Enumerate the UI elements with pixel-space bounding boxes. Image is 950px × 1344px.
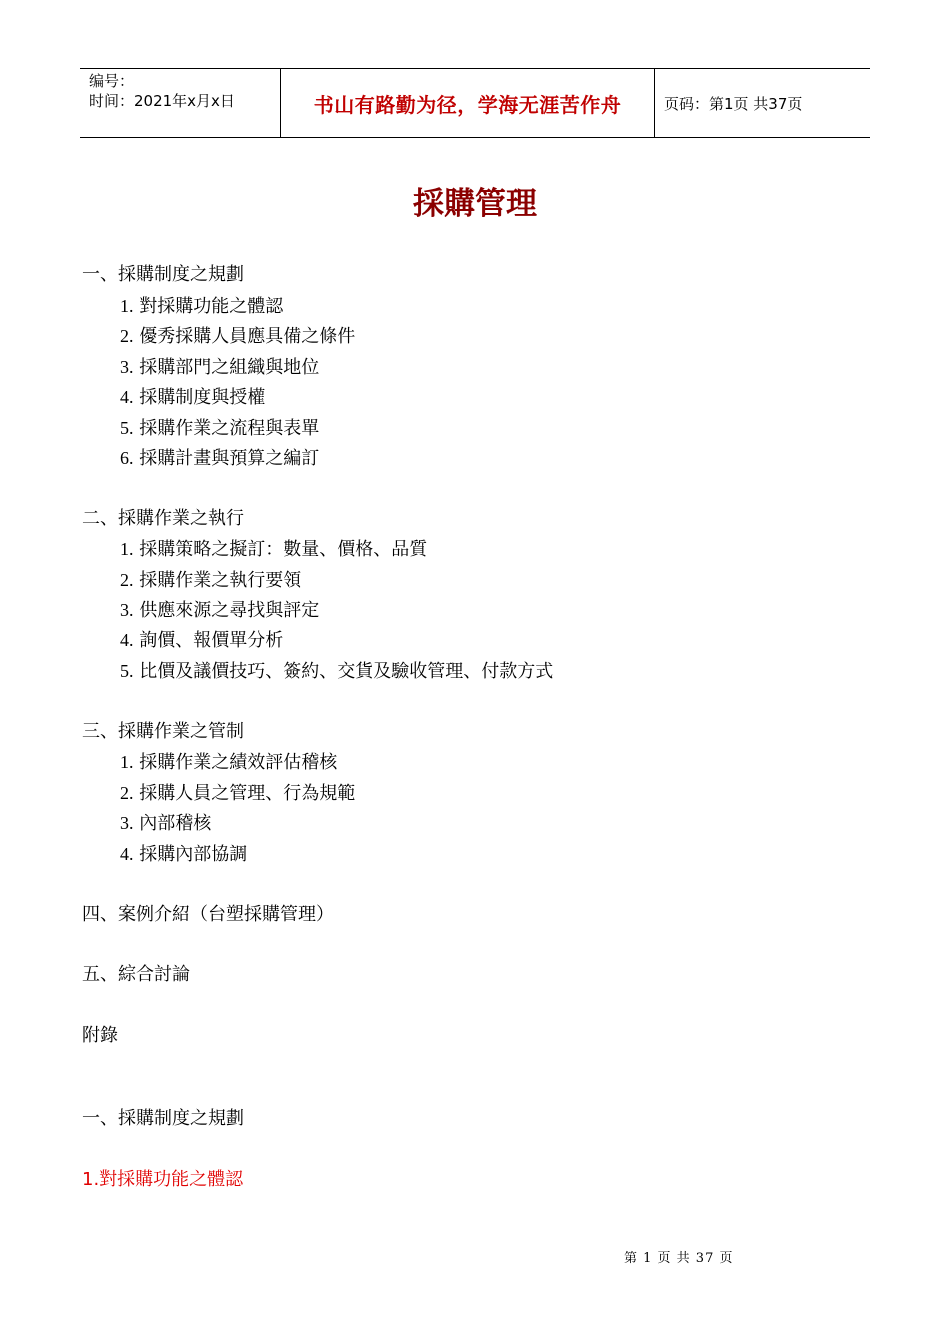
body-subheading: 1.對採購功能之體認 xyxy=(82,1169,244,1190)
section-heading-5: 五、綜合討論 xyxy=(82,964,190,985)
page-footer: 第 1 页 共 37 页 xyxy=(624,1251,734,1266)
number-label: 编号： xyxy=(89,72,135,90)
time-label: 时间：2021年x月x日 xyxy=(89,92,235,110)
toc-item: 5. 比價及議價技巧、簽約、交貨及驗收管理、付款方式 xyxy=(120,661,554,682)
toc-item: 4. 採購內部協調 xyxy=(120,844,248,865)
document-header xyxy=(80,68,870,138)
toc-item: 1. 採購作業之績效評估稽核 xyxy=(120,752,338,773)
section-heading-2: 二、採購作業之執行 xyxy=(82,508,244,529)
toc-item: 2. 優秀採購人員應具備之條件 xyxy=(120,326,356,347)
toc-item: 1. 對採購功能之體認 xyxy=(120,296,284,317)
body-section-heading: 一、採購制度之規劃 xyxy=(82,1108,244,1129)
header-motto-cell xyxy=(281,69,655,137)
toc-item: 3. 內部稽核 xyxy=(120,813,212,834)
document-title: 採購管理 xyxy=(413,186,537,222)
toc-item: 4. 採購制度與授權 xyxy=(120,387,266,408)
toc-item: 6. 採購計畫與預算之編訂 xyxy=(120,448,320,469)
toc-item: 4. 詢價、報價單分析 xyxy=(120,630,284,651)
header-meta-cell xyxy=(80,69,281,137)
toc-item: 2. 採購人員之管理、行為規範 xyxy=(120,783,356,804)
toc-item: 1. 採購策略之擬訂：數量、價格、品質 xyxy=(120,539,428,560)
section-heading-1: 一、採購制度之規劃 xyxy=(82,264,244,285)
section-heading-4: 四、案例介紹（台塑採購管理） xyxy=(82,904,334,925)
toc-item: 3. 供應來源之尋找與評定 xyxy=(120,600,320,621)
page-label: 页码：第1页 共37页 xyxy=(664,94,803,113)
toc-item: 3. 採購部門之組織與地位 xyxy=(120,357,320,378)
appendix-heading: 附錄 xyxy=(82,1025,118,1046)
toc-item: 2. 採購作業之執行要領 xyxy=(120,570,302,591)
section-heading-3: 三、採購作業之管制 xyxy=(82,721,244,742)
motto: 书山有路勤为径，学海无涯苦作舟 xyxy=(313,92,622,117)
header-page-cell xyxy=(655,69,870,137)
toc-item: 5. 採購作業之流程與表單 xyxy=(120,418,320,439)
